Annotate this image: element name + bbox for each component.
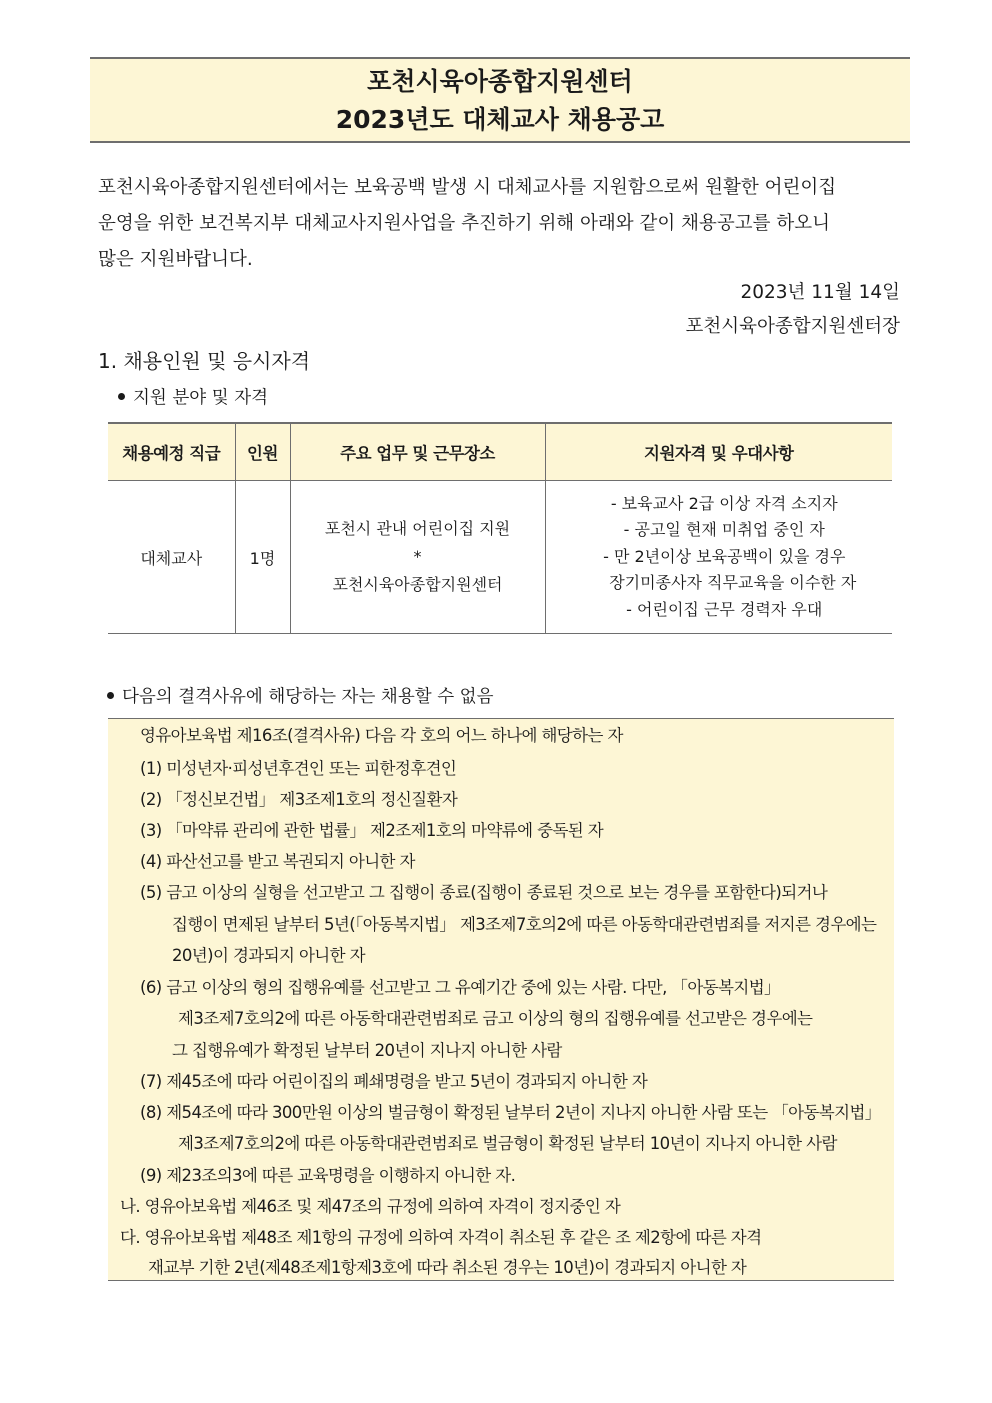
page-title-org: 포천시육아종합지원센터 xyxy=(367,67,633,96)
intro-line: 운영을 위한 보건복지부 대체교사지원사업을 추진하기 위해 아래와 같이 채용공고를 하오니 xyxy=(98,213,831,234)
disqualification-line: (6) 금고 이상의 형의 집행유예를 선고받고 그 유예기간 중에 있는 사람. 다만, 「아동복지법」 xyxy=(140,978,780,997)
qualification-item: - 만 2년이상 보육공백이 있을 경우 xyxy=(603,546,846,566)
work-line: 포천시 관내 어린이집 지원 xyxy=(324,519,511,538)
disqualification-line: (3) 「마약류 관리에 관한 법률」 제2조제1호의 마약류에 중독된 자 xyxy=(140,821,604,840)
page-title: 2023년도 대체교사 채용공고 xyxy=(335,105,665,134)
bullet-dot-icon xyxy=(118,393,125,400)
disqualification-line: (8) 제54조에 따라 300만원 이상의 벌금형이 확정된 날부터 2년이 지나지 아니한 사람 또는 「아동복지법」 xyxy=(140,1103,881,1122)
intro-paragraph xyxy=(98,170,898,278)
disqualification-line: (5) 금고 이상의 실형을 선고받고 그 집행이 종료(집행이 종료된 것으로 보는 경우를 포함한다)되거나 xyxy=(140,883,828,902)
qualification-item: - 공고일 현재 미취업 중인 자 xyxy=(623,520,825,540)
disqualification-line: (4) 파산선고를 받고 복권되지 아니한 자 xyxy=(140,852,415,871)
disqualification-line: 제3조제7호의2에 따른 아동학대관련범죄로 금고 이상의 형의 집행유예를 선고받은 경우에는 xyxy=(178,1009,813,1028)
intro-line: 포천시육아종합지원센터에서는 보육공백 발생 시 대체교사를 지원함으로써 원활한 어린이집 xyxy=(98,177,837,198)
table-row xyxy=(108,481,892,634)
table-header: 지원자격 및 우대사항 xyxy=(545,423,892,481)
table-cell-count: 1명 xyxy=(235,481,290,634)
table-header-row xyxy=(108,423,892,481)
table-header: 주요 업무 및 근무장소 xyxy=(290,423,545,481)
bullet-item xyxy=(118,384,268,409)
disqualification-line: (7) 제45조에 따라 어린이집의 폐쇄명령을 받고 5년이 경과되지 아니한 자 xyxy=(140,1072,648,1091)
work-line: 포천시육아종합지원센터 xyxy=(332,575,503,594)
work-line: * xyxy=(413,547,422,566)
recruitment-table xyxy=(108,422,892,634)
table-header: 인원 xyxy=(235,423,290,481)
table-cell-position: 대체교사 xyxy=(108,481,235,634)
qualification-item: - 어린이집 근무 경력자 우대 xyxy=(626,599,823,619)
notice-date: 2023년 11월 14일 xyxy=(740,282,900,303)
disqualification-line: 영유아보육법 제16조(결격사유) 다음 각 호의 어느 하나에 해당하는 자 xyxy=(140,726,623,745)
section-title: 1. 채용인원 및 응시자격 xyxy=(98,349,311,373)
table-cell-qualifications xyxy=(545,481,892,634)
bullet-item xyxy=(107,683,493,708)
title-box xyxy=(90,57,910,143)
bullet-text: 다음의 결격사유에 해당하는 자는 채용할 수 없음 xyxy=(122,687,494,707)
bullet-text: 지원 분야 및 자격 xyxy=(133,388,269,408)
disqualification-line: 집행이 면제된 날부터 5년(「아동복지법」 제3조제7호의2에 따른 아동학대관련범죄를 저지른 경우에는 xyxy=(172,915,877,934)
disqualification-line: (9) 제23조의3에 따른 교육명령을 이행하지 아니한 자. xyxy=(140,1166,516,1185)
disqualification-box xyxy=(108,718,894,1281)
qualification-item: - 보육교사 2급 이상 자격 소지자 xyxy=(610,493,838,513)
disqualification-line: (1) 미성년자·피성년후견인 또는 피한정후견인 xyxy=(140,759,457,778)
notice-signature: 포천시육아종합지원센터장 xyxy=(685,316,900,337)
bullet-dot-icon xyxy=(107,692,114,699)
disqualification-line: (2) 「정신보건법」 제3조제1호의 정신질환자 xyxy=(140,790,458,809)
disqualification-line: 제3조제7호의2에 따른 아동학대관련범죄로 벌금형이 확정된 날부터 10년이 지나지 아니한 사람 xyxy=(178,1134,837,1153)
table-header: 채용예정 직급 xyxy=(108,423,235,481)
disqualification-line: 나. 영유아보육법 제46조 및 제47조의 규정에 의하여 자격이 정지중인 자 xyxy=(120,1197,621,1216)
intro-line: 많은 지원바랍니다. xyxy=(98,249,253,270)
table-cell-work xyxy=(290,481,545,634)
disqualification-line: 그 집행유예가 확정된 날부터 20년이 지나지 아니한 사람 xyxy=(172,1041,562,1060)
disqualification-line: 다. 영유아보육법 제48조 제1항의 규정에 의하여 자격이 취소된 후 같은 조 제2항에 따른 자격 xyxy=(120,1228,762,1247)
disqualification-line: 20년)이 경과되지 아니한 자 xyxy=(172,946,365,965)
disqualification-line: 재교부 기한 2년(제48조제1항제3호에 따라 취소된 경우는 10년)이 경과되지 아니한 자 xyxy=(148,1258,747,1277)
qualification-item: 장기미종사자 직무교육을 이수한 자 xyxy=(609,573,857,593)
